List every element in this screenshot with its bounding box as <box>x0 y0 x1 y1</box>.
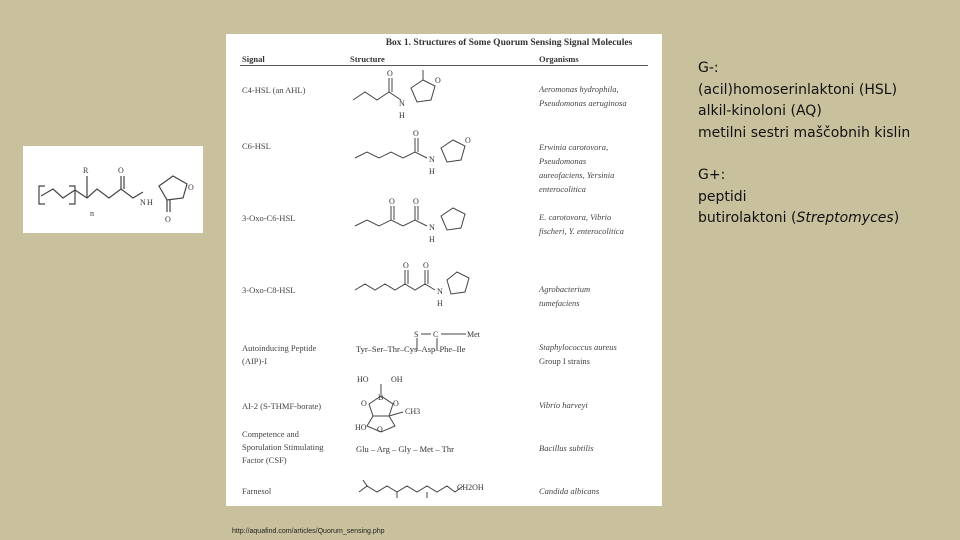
source-url: http://aquafind.com/articles/Quorum_sensing.php <box>232 528 385 535</box>
nh-n-label: N <box>140 198 146 207</box>
signal-c4-hsl: C4-HSL (an AHL) <box>242 85 306 95</box>
gram-negative-item: alkil-kinoloni (AQ) <box>698 103 822 119</box>
signal-3-oxo-c6-hsl: 3-Oxo-C6-HSL <box>242 213 296 223</box>
generic-ahl-structure-svg <box>23 146 203 233</box>
organism-line: enterocolitica <box>539 184 586 194</box>
quorum-sensing-structures-box <box>226 34 662 506</box>
oxo-c6-carbonyl-o: O <box>413 197 419 206</box>
butyrolactones-text: butirolaktoni ( <box>698 210 797 226</box>
organisms-farnesol <box>539 484 654 498</box>
c4-ring-o: O <box>435 76 441 85</box>
ai2-ch3: CH3 <box>405 407 421 416</box>
organism-line: Candida albicans <box>539 486 600 496</box>
organism-line: E. carotovora, Vibrio <box>539 212 612 222</box>
structure-3-oxo-c6-hsl <box>351 196 481 251</box>
lactone-o-label: O <box>165 215 171 224</box>
carbonyl-o-label: O <box>118 166 124 175</box>
aip-c: C <box>433 330 439 339</box>
structure-farnesol <box>351 478 491 500</box>
gram-positive-item: peptidi <box>698 188 747 205</box>
c6-n: N <box>429 155 435 164</box>
organism-line: Group I strains <box>539 356 590 366</box>
signal-classes-notes <box>698 58 948 251</box>
header-signal: Signal <box>242 54 265 64</box>
organism-line: Pseudomonas aeruginosa <box>539 98 627 108</box>
c6-h: H <box>429 167 435 176</box>
csf-sequence: Glu – Arg – Gly – Met – Thr <box>356 444 454 454</box>
organism-line: Staphylococcus aureus <box>539 342 617 352</box>
oxo-c8-keto-o: O <box>403 261 409 270</box>
organism-line: Bacillus subtilis <box>539 443 594 453</box>
organism-line: aureofaciens, Yersinia <box>539 170 615 180</box>
organism-line: Aeromonas hydrophila, <box>539 84 619 94</box>
header-organisms: Organisms <box>539 54 579 64</box>
signal-line: Competence and <box>242 429 299 439</box>
closing-paren: ) <box>893 210 900 226</box>
aip-sequence: Tyr–Ser–Thr–Cys–Asp–Phe–Ile <box>356 344 466 354</box>
r-group-label: R <box>83 166 89 175</box>
oxo-c8-carbonyl-o: O <box>423 261 429 270</box>
ai2-ho-top: HO <box>357 375 369 384</box>
generic-ahl-structure-figure <box>23 146 203 233</box>
organism-line: Erwinia carotovora, <box>539 142 609 152</box>
box-title: Box 1. Structures of Some Quorum Sensing Signal Molecules <box>385 38 633 48</box>
c6-ring-o: O <box>465 136 471 145</box>
structure-ai-2-borate <box>351 372 461 434</box>
farnesol-ch2oh: CH2OH <box>457 483 484 492</box>
oxo-c6-h: H <box>429 235 435 244</box>
c4-carbonyl-o: O <box>387 69 393 78</box>
structure-c4-hsl <box>351 68 481 123</box>
organisms-csf <box>539 441 654 455</box>
organism-line: fischeri, Y. enterocolitica <box>539 226 624 236</box>
organisms-3-oxo-c6-hsl <box>539 210 654 238</box>
ai2-ho-bottom: HO <box>355 423 367 432</box>
gram-negative-item: metilni sestri maščobnih kislin <box>698 124 911 141</box>
oxo-c8-n: N <box>437 287 443 296</box>
gram-positive-heading: G+: <box>698 167 726 183</box>
organism-line: Pseudomonas <box>539 156 587 166</box>
gram-positive-group <box>698 165 948 230</box>
gram-negative-heading: G-: <box>698 60 719 76</box>
organisms-ai-2 <box>539 398 654 412</box>
ai2-oh-top: OH <box>391 375 403 384</box>
oxo-c6-keto-o: O <box>389 197 395 206</box>
organisms-c6-hsl <box>539 140 654 196</box>
organisms-3-oxo-c8-hsl <box>539 282 654 310</box>
signal-ai-2: AI-2 (S-THMF-borate) <box>242 401 322 411</box>
structure-3-oxo-c8-hsl <box>351 260 481 315</box>
signal-line: (AIP)-I <box>242 356 268 366</box>
signal-line: Autoinducing Peptide <box>242 343 317 353</box>
organisms-c4-hsl <box>539 82 654 110</box>
gram-negative-group <box>698 58 948 144</box>
aip-met: Met <box>467 330 480 339</box>
oxo-c8-h: H <box>437 299 443 308</box>
organisms-aip-i <box>539 340 654 368</box>
repeat-n-label: n <box>90 209 94 218</box>
oxo-c6-n: N <box>429 223 435 232</box>
gram-positive-item-butyrolactones <box>698 208 948 230</box>
signal-3-oxo-c8-hsl: 3-Oxo-C8-HSL <box>242 285 296 295</box>
header-structure: Structure <box>350 54 385 64</box>
signal-aip-i <box>242 342 316 368</box>
c4-n: N <box>399 99 405 108</box>
organism-line: Vibrio harveyi <box>539 400 588 410</box>
c4-h: H <box>399 111 405 120</box>
streptomyces-text: Streptomyces <box>796 210 894 226</box>
ai2-o1: O <box>361 399 367 408</box>
ai2-b: B <box>378 393 384 402</box>
ai2-o3: O <box>377 425 383 434</box>
signal-line: Sporulation Stimulating <box>242 442 324 452</box>
structure-c6-hsl <box>351 128 481 183</box>
organism-line: tumefaciens <box>539 298 580 308</box>
ai2-o2: O <box>393 399 399 408</box>
nh-h-label: H <box>147 198 153 207</box>
signal-csf <box>242 428 323 467</box>
gram-negative-item: (acil)homoserinlaktoni (HSL) <box>698 81 898 98</box>
c6-carbonyl-o: O <box>413 129 419 138</box>
signal-farnesol: Farnesol <box>242 486 272 496</box>
ring-o-label: O <box>188 183 194 192</box>
organism-line: Agrobacterium <box>539 284 591 294</box>
signal-line: Factor (CSF) <box>242 455 287 465</box>
aip-s: S <box>414 330 419 339</box>
signal-c6-hsl: C6-HSL <box>242 141 271 151</box>
header-rule <box>240 65 648 66</box>
